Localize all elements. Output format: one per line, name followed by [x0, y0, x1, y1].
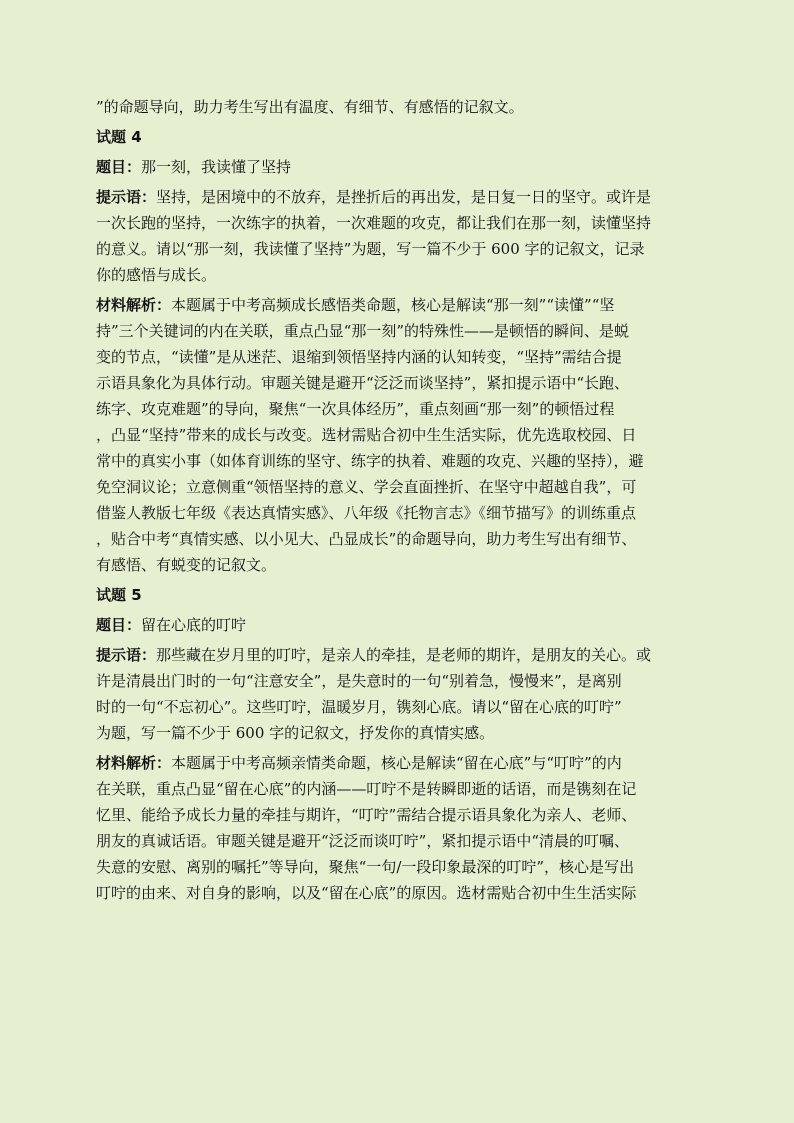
prompt-line: 许是清晨出门时的一句“注意安全”，是失意时的一句“别着急，慢慢来”，是离别: [96, 672, 622, 690]
question-5-heading: 试题 5: [96, 586, 142, 604]
title-label: 题目：: [96, 158, 142, 176]
prompt-line: 的意义。请以“那一刻，我读懂了坚持”为题，写一篇不少于 600 字的记叙文，记录: [96, 240, 645, 258]
question-4-analysis: [96, 292, 698, 578]
analysis-line: 持”三个关键词的内在关联，重点凸显“那一刻”的特殊性——是顿悟的瞬间、是蜕: [96, 322, 630, 340]
title-label: 题目：: [96, 616, 142, 634]
analysis-line: 变的节点，“读懂”是从迷茫、退缩到领悟坚持内涵的认知转变，“坚持”需结合提: [96, 348, 622, 366]
analysis-line: 失意的安慰、离别的嘱托”等导向，聚焦“一句/一段印象最深的叮咛”，核心是写出: [96, 858, 635, 876]
analysis-line: 免空洞议论；立意侧重“领悟坚持的意义、学会直面挫折、在坚守中超越自我”，可: [96, 478, 637, 496]
analysis-line: 在关联，重点凸显“留在心底”的内涵——叮咛不是转瞬即逝的话语，而是镌刻在记: [96, 780, 637, 798]
analysis-line: 有感悟、有蜕变的记叙文。: [96, 556, 277, 574]
prompt-line: 提示语：那些藏在岁月里的叮咛，是亲人的牵挂，是老师的期许，是朋友的关心。或: [96, 646, 652, 664]
analysis-line: 叮咛的由来、对自身的影响，以及“留在心底”的原因。选材需贴合初中生生活实际: [96, 884, 637, 902]
prompt-line: 提示语：坚持，是困境中的不放弃，是挫折后的再出发，是日复一日的坚守。或许是: [96, 188, 652, 206]
question-4-heading: 试题 4: [96, 128, 142, 146]
question-4-prompt: [96, 184, 698, 288]
prompt-line: 时的一句“不忘初心”。这些叮咛，温暖岁月，镌刻心底。请以“留在心底的叮咛”: [96, 698, 622, 716]
analysis-line: 忆里、能给予成长力量的牵挂与期许，“叮咛”需结合提示语具象化为亲人、老师、: [96, 806, 637, 824]
intro-line: ”的命题导向，助力考生写出有温度、有细节、有感悟的记叙文。: [96, 98, 524, 116]
question-5-title: [96, 612, 698, 638]
title-text: 那一刻，我读懂了坚持: [141, 158, 292, 176]
prompt-line: 一次长跑的坚持，一次练字的执着，一次难题的攻克，都让我们在那一刻，读懂坚持: [96, 214, 652, 232]
title-text: 留在心底的叮咛: [141, 616, 247, 634]
analysis-line: 材料解析：本题属于中考高频成长感悟类命题，核心是解读“那一刻”“读懂”“坚: [96, 296, 615, 314]
analysis-line: 借鉴人教版七年级《表达真情实感》、八年级《托物言志》《细节描写》的训练重点: [96, 504, 637, 522]
analysis-label: 材料解析：: [96, 754, 172, 772]
analysis-line: ，贴合中考“真情实感、以小见大、凸显成长”的命题导向，助力考生写出有细节、: [96, 530, 637, 548]
analysis-line: 练字、攻克难题”的导向，聚焦“一次具体经历”，重点刻画“那一刻”的顿悟过程: [96, 400, 615, 418]
prompt-label: 提示语：: [96, 646, 157, 664]
analysis-line: 常中的真实小事（如体育训练的坚守、练字的执着、难题的攻克、兴趣的坚持），避: [96, 452, 644, 470]
prompt-label: 提示语：: [96, 188, 157, 206]
prompt-line: 为题，写一篇不少于 600 字的记叙文，抒发你的真情实感。: [96, 724, 495, 742]
analysis-line: ，凸显“坚持”带来的成长与改变。选材需贴合初中生生活实际，优先选取校园、日: [96, 426, 637, 444]
analysis-line: 示语具象化为具体行动。审题关键是避开“泛泛而谈坚持”，紧扣提示语中“长跑、: [96, 374, 630, 392]
question-5-prompt: [96, 642, 698, 746]
question-5-analysis: [96, 750, 698, 906]
analysis-label: 材料解析：: [96, 296, 172, 314]
analysis-line: 材料解析：本题属于中考高频亲情类命题，核心是解读“留在心底”与“叮咛”的内: [96, 754, 622, 772]
prompt-line: 你的感悟与成长。: [96, 266, 217, 284]
question-4-title: [96, 154, 698, 180]
analysis-line: 朋友的真诚话语。审题关键是避开“泛泛而谈叮咛”，紧扣提示语中“清晨的叮嘱、: [96, 832, 630, 850]
